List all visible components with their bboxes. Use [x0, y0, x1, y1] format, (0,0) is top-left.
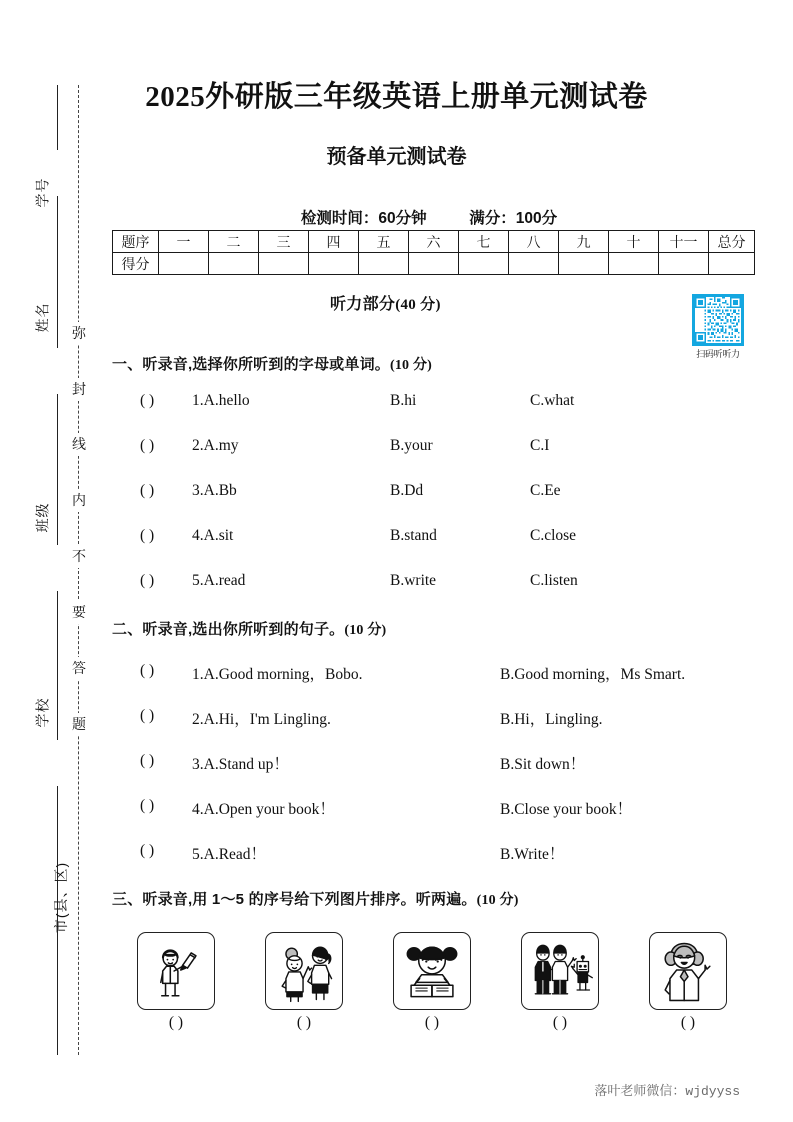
col-header-2: 二: [209, 231, 259, 253]
seal-note-char-5: 要: [68, 601, 90, 624]
seal-note-char-1: 封: [68, 378, 90, 401]
seal-field-class-label: 班级: [34, 502, 51, 533]
picture-answer-3[interactable]: ( ): [424, 1014, 440, 1031]
answer-blank[interactable]: ( ): [140, 797, 155, 814]
option-b[interactable]: B.Write！: [500, 846, 565, 863]
col-header-8: 八: [509, 231, 559, 253]
picture-two-boys-and-robot[interactable]: [521, 932, 599, 1010]
section-1-heading-text: 一、听录音,选择你所听到的字母或单词。: [112, 356, 390, 373]
section-2-item-3: [140, 752, 760, 774]
seal-note-char-2: 线: [68, 433, 90, 456]
option-b[interactable]: B.Good morning，Ms Smart.: [500, 666, 686, 683]
section-2-item-1: [140, 662, 760, 684]
option-a-text: A.Hi，I'm Lingling.: [203, 711, 331, 728]
seal-line-gap: [50, 740, 66, 786]
score-table: [112, 230, 755, 275]
item-number: 2.: [192, 437, 204, 454]
qr-code-pattern: [695, 297, 741, 343]
seal-note-char-3: 内: [68, 489, 90, 512]
seal-field-city: [26, 861, 70, 934]
item-number: 4.: [192, 527, 204, 544]
picture-girl-reading-book[interactable]: [393, 932, 471, 1010]
seal-note-char-4: 不: [68, 545, 90, 568]
answer-blank[interactable]: ( ): [140, 392, 155, 409]
item-number: 3.: [192, 756, 204, 773]
two-girls-waving-icon: [266, 933, 342, 1009]
page-title: 2025外研版三年级英语上册单元测试卷: [145, 81, 648, 113]
seal-line-gap: [50, 348, 66, 394]
item-number: 3.: [192, 482, 204, 499]
row-label-question-no: 题序: [113, 231, 159, 253]
listening-part-heading: [330, 291, 441, 314]
table-row-score: [113, 253, 755, 275]
col-header-11: 十一: [659, 231, 709, 253]
option-b[interactable]: B.your: [390, 437, 433, 454]
page-subtitle: 预备单元测试卷: [326, 146, 467, 168]
seal-field-name-label: 姓名: [34, 302, 51, 333]
option-a[interactable]: [192, 437, 239, 455]
score-cell-5[interactable]: [359, 253, 409, 275]
boy-with-pencil-icon: [138, 933, 214, 1009]
col-header-4: 四: [309, 231, 359, 253]
option-b[interactable]: B.Close your book！: [500, 801, 633, 818]
footer-watermark: [0, 1080, 740, 1099]
score-cell-total[interactable]: [709, 253, 755, 275]
score-cell-7[interactable]: [459, 253, 509, 275]
option-a-text: A.my: [203, 437, 239, 454]
option-a-text: A.Good morning，Bobo.: [203, 666, 363, 683]
two-boys-and-robot-icon: [522, 933, 598, 1009]
item-number: 1.: [192, 666, 204, 683]
option-a[interactable]: [192, 482, 237, 500]
section-2-item-5: [140, 842, 760, 864]
option-a[interactable]: [192, 707, 331, 729]
answer-blank[interactable]: ( ): [140, 842, 155, 859]
exam-time-label: 检测时间：60分钟: [300, 210, 427, 227]
picture-answer-4[interactable]: ( ): [552, 1014, 568, 1031]
picture-ordering-row: [137, 932, 727, 1010]
picture-answer-row: [137, 1014, 727, 1036]
col-header-1: 一: [159, 231, 209, 253]
section-2-heading: [112, 618, 386, 639]
option-a-text: A.Bb: [203, 482, 237, 499]
section-1-item-2: [140, 437, 760, 459]
picture-boy-with-pencil[interactable]: [137, 932, 215, 1010]
seal-note-char-6: 答: [68, 657, 90, 680]
section-1-points: (10 分): [389, 358, 433, 373]
section-3-points: (10 分): [476, 893, 519, 908]
section-1-item-1: [140, 392, 760, 414]
option-c[interactable]: C.listen: [530, 572, 578, 589]
answer-blank[interactable]: ( ): [140, 752, 155, 769]
full-score-label: 满分：100分: [469, 210, 558, 227]
score-cell-6[interactable]: [409, 253, 459, 275]
option-a[interactable]: [192, 572, 245, 590]
seal-line-gap: [50, 545, 66, 591]
option-a-text: A.sit: [203, 527, 234, 544]
picture-answer-1[interactable]: ( ): [168, 1014, 184, 1031]
option-b[interactable]: B.hi: [390, 392, 417, 409]
seal-dashed-line: [78, 85, 79, 1055]
score-cell-8[interactable]: [509, 253, 559, 275]
section-1-item-5: [140, 572, 760, 594]
score-cell-3[interactable]: [259, 253, 309, 275]
option-a-text: A.read: [203, 572, 246, 589]
option-a-text: A.Read！: [203, 846, 267, 863]
option-a-text: A.Stand up！: [203, 756, 289, 773]
option-b[interactable]: B.Sit down！: [500, 756, 586, 773]
seal-field-name: [26, 302, 60, 333]
option-a[interactable]: [192, 842, 266, 864]
teacher-waving-icon: [650, 933, 726, 1009]
option-c[interactable]: C.Ee: [530, 482, 561, 499]
score-cell-11[interactable]: [659, 253, 709, 275]
option-a[interactable]: [192, 662, 363, 684]
answer-blank[interactable]: ( ): [140, 527, 155, 544]
seal-field-school-label: 学校: [34, 697, 51, 728]
option-c[interactable]: C.close: [530, 527, 577, 544]
seal-note-char-7: 题: [68, 713, 90, 736]
qr-code-caption: 扫码听听力: [696, 349, 740, 359]
option-a-text: A.Open your book！: [203, 801, 335, 818]
picture-teacher-waving[interactable]: [649, 932, 727, 1010]
section-2-heading-text: 二、听录音,选出你所听到的句子。: [112, 621, 345, 638]
col-header-9: 九: [559, 231, 609, 253]
answer-blank[interactable]: ( ): [140, 707, 155, 724]
section-3-heading: [112, 888, 519, 909]
answer-blank[interactable]: ( ): [140, 572, 155, 589]
option-a[interactable]: [192, 527, 233, 545]
section-1-item-4: [140, 527, 760, 549]
option-c[interactable]: C.what: [530, 392, 575, 409]
answer-blank[interactable]: ( ): [140, 662, 155, 679]
qr-code-block[interactable]: [690, 294, 746, 360]
section-3-heading-text: 三、听录音,用 1～5 的序号给下列图片排序。听两遍。: [112, 891, 477, 908]
option-c[interactable]: C.I: [530, 437, 550, 454]
score-cell-10[interactable]: [609, 253, 659, 275]
table-row-question-no: [113, 231, 755, 253]
row-label-score: 得分: [113, 253, 159, 275]
section-1-item-3: [140, 482, 760, 504]
option-a[interactable]: [192, 797, 335, 819]
score-cell-1[interactable]: [159, 253, 209, 275]
item-number: 1.: [192, 392, 204, 409]
score-cell-4[interactable]: [309, 253, 359, 275]
seal-field-school: [26, 697, 60, 728]
qr-code-icon[interactable]: [692, 294, 744, 346]
score-cell-9[interactable]: [559, 253, 609, 275]
seal-field-city-label: 市(县、区): [53, 861, 70, 934]
option-b[interactable]: B.Hi，Lingling.: [500, 711, 603, 728]
item-number: 5.: [192, 846, 204, 863]
section-1-heading: [112, 353, 432, 374]
option-b[interactable]: B.Dd: [390, 482, 424, 499]
picture-answer-2[interactable]: ( ): [296, 1014, 312, 1031]
section-2-item-4: [140, 797, 760, 819]
footer-note-label: 落叶老师微信：: [594, 1083, 686, 1098]
option-a-text: A.hello: [203, 392, 250, 409]
item-number: 2.: [192, 711, 204, 728]
col-header-total: 总分: [709, 231, 755, 253]
option-a[interactable]: [192, 392, 250, 410]
col-header-3: 三: [259, 231, 309, 253]
option-b[interactable]: B.stand: [390, 527, 437, 544]
exam-meta-line: [110, 206, 748, 228]
seal-field-student-id-label: 学号: [34, 177, 51, 208]
picture-answer-5[interactable]: ( ): [680, 1014, 696, 1031]
answer-blank[interactable]: ( ): [140, 482, 155, 499]
picture-two-girls-waving[interactable]: [265, 932, 343, 1010]
listening-part-title: 听力部分: [330, 296, 396, 313]
col-header-5: 五: [359, 231, 409, 253]
seal-note-char-0: 弥: [68, 322, 90, 345]
item-number: 4.: [192, 801, 204, 818]
col-header-6: 六: [409, 231, 459, 253]
option-a[interactable]: [192, 752, 289, 774]
answer-blank[interactable]: ( ): [140, 437, 155, 454]
item-number: 5.: [192, 572, 204, 589]
col-header-10: 十: [609, 231, 659, 253]
score-cell-2[interactable]: [209, 253, 259, 275]
section-2-points: (10 分): [344, 623, 387, 638]
seal-field-class: [26, 502, 60, 533]
section-2-item-2: [140, 707, 760, 729]
girl-reading-book-icon: [394, 933, 470, 1009]
option-b[interactable]: B.write: [390, 572, 437, 589]
footer-note-wechat-id: wjdyyss: [685, 1084, 740, 1099]
listening-part-points: (40 分): [395, 297, 441, 313]
col-header-7: 七: [459, 231, 509, 253]
